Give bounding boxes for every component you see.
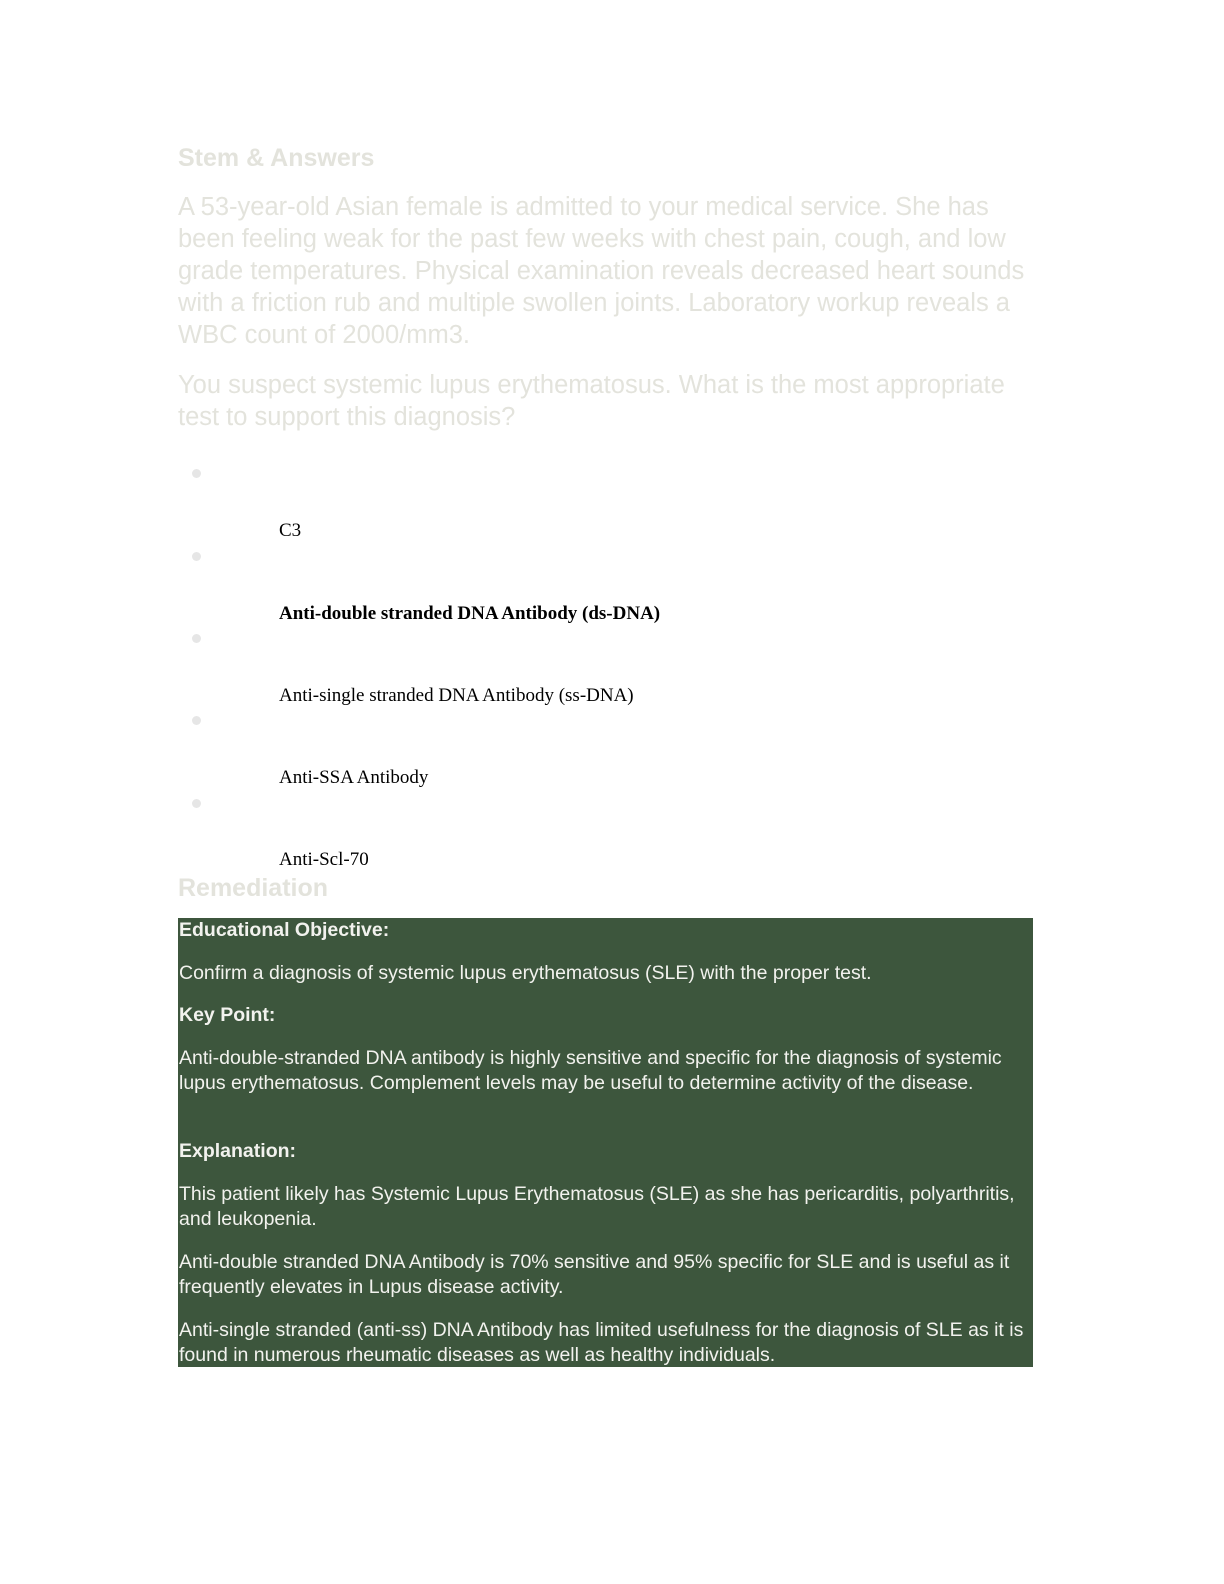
educational-objective-text: Confirm a diagnosis of systemic lupus erythematosus (SLE) with the proper test.: [179, 962, 872, 984]
key-point-label: Key Point:: [179, 1004, 276, 1026]
answer-label: C3: [279, 520, 302, 541]
remediation-panel: [178, 918, 1033, 1367]
answer-label: Anti-double stranded DNA Antibody (ds-DNA): [279, 603, 661, 624]
stem-paragraph: A 53-year-old Asian female is admitted to your medical service. She has been feeling weak for the past few weeks with chest pain, cough, and low grade temperatures. Physical examination reveals decreased heart sounds with a friction rub and multiple swollen joints. Laboratory workup reveals a WBC count of 2000/mm3.: [178, 193, 1025, 349]
bullet-icon: [192, 552, 201, 561]
remediation-heading: Remediation: [178, 874, 329, 902]
question-paragraph: You suspect systemic lupus erythematosus. What is the most appropriate test to support this diagnosis?: [178, 371, 1005, 431]
explanation-paragraph: Anti-double stranded DNA Antibody is 70% sensitive and 95% specific for SLE and is useful as it frequently elevates in Lupus disease activity.: [179, 1251, 1010, 1298]
answer-label: Anti-single stranded DNA Antibody (ss-DNA): [279, 685, 634, 706]
explanation-paragraph: This patient likely has Systemic Lupus Erythematosus (SLE) as she has pericarditis, polyarthritis, and leukopenia.: [179, 1183, 1015, 1230]
bullet-icon: [192, 634, 201, 643]
explanation-label: Explanation:: [179, 1140, 297, 1162]
explanation-paragraph: Anti-single stranded (anti-ss) DNA Antibody has limited usefulness for the diagnosis of SLE as it is found in numerous rheumatic diseases as well as healthy individuals.: [179, 1319, 1024, 1366]
stem-heading: Stem & Answers: [178, 144, 375, 172]
answer-label: Anti-SSA Antibody: [279, 767, 429, 788]
educational-objective-label: Educational Objective:: [179, 919, 390, 941]
answer-label: Anti-Scl-70: [279, 849, 369, 870]
key-point-text: Anti-double-stranded DNA antibody is highly sensitive and specific for the diagnosis of systemic lupus erythematosus. Complement levels may be useful to determine activity of the disease.: [179, 1047, 1002, 1094]
bullet-icon: [192, 799, 201, 808]
bullet-icon: [192, 469, 201, 478]
bullet-icon: [192, 716, 201, 725]
